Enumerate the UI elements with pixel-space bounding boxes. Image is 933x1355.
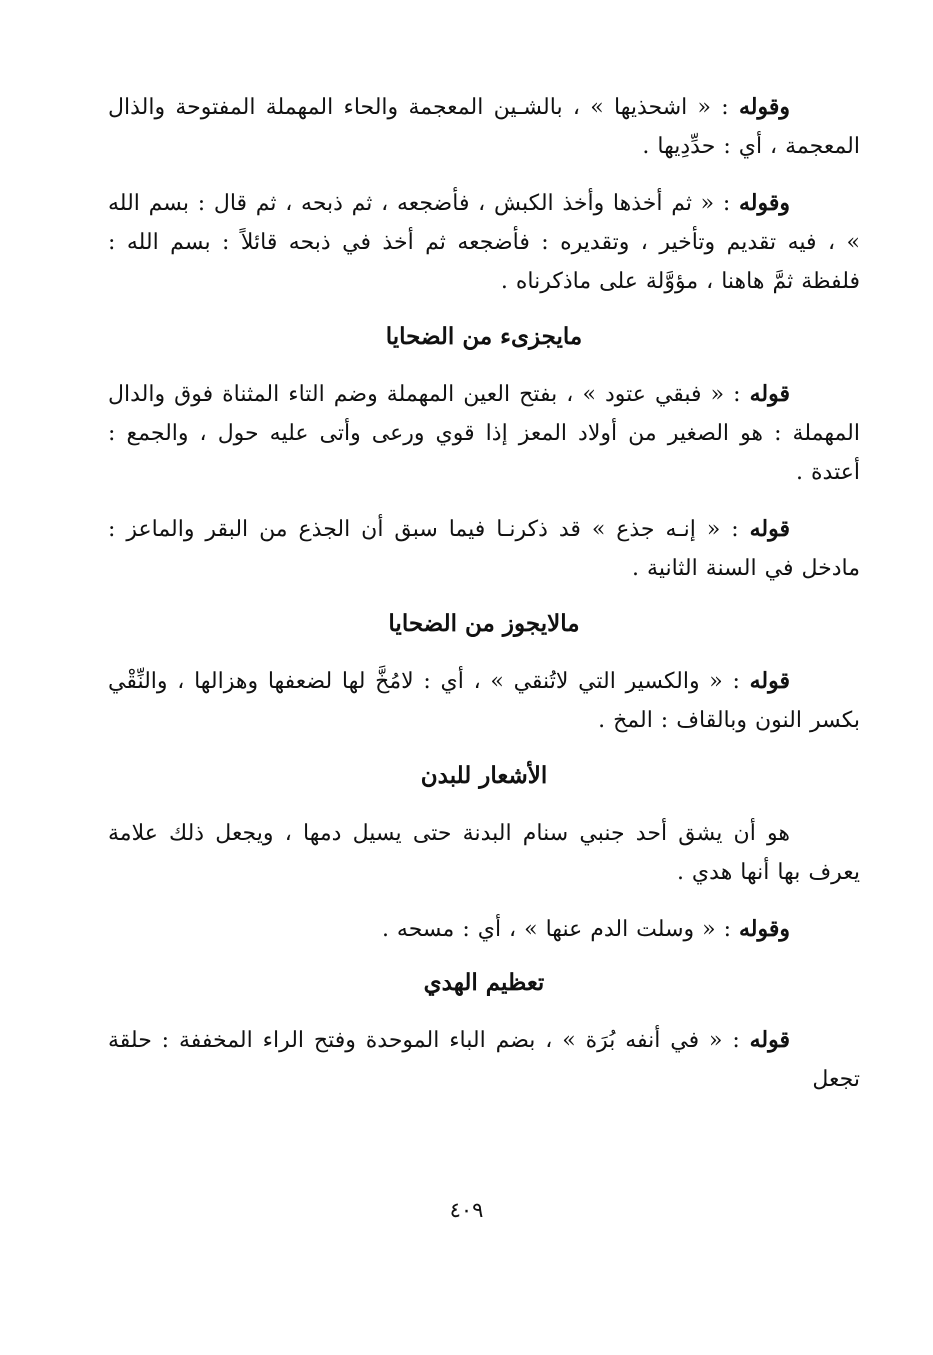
paragraph-text: : « اشحذيها » ، بالشـين المعجمة والحاء المهملة المفتوحة والذال المعجمة ، أي : حدِّدِيها . <box>108 95 860 159</box>
paragraph-keyword: وقوله <box>738 94 790 120</box>
paragraph-text: : « والكسير التي لاتُنقي » ، أي : لامُخَّ لها لضعفها وهزالها ، والنِّقْي بكسر النون وبالقاف : المخ . <box>108 669 860 733</box>
paragraph-salt-al-dam <box>108 910 860 949</box>
paragraph-kasir <box>108 662 860 740</box>
paragraph-keyword: قوله <box>749 668 790 694</box>
paragraph-text: : « فبقي عتود » ، بفتح العين المهملة وضم التاء المثناة فوق والدال المهملة : هو الصغير من أولاد المعز إذا قوي ورعى وأتى عليه حول ، والجمع : أعتدة . <box>108 382 860 485</box>
paragraph-text: هو أن يشق أحد جنبي سنام البدنة حتى يسيل دمها ، ويجعل ذلك علامة يعرف بها أنها هدي . <box>108 821 860 885</box>
page-number: ٤٠٩ <box>449 1198 484 1222</box>
section-heading-ma-yujzi: مايجزىء من الضحايا <box>385 323 583 350</box>
paragraph-ishaar-definition <box>108 814 860 892</box>
section-heading-ma-la-yajuz: مالايجوز من الضحايا <box>388 610 580 637</box>
paragraph-text: : « في أنفه بُرَة » ، بضم الباء الموحدة وفتح الراء المخففة : حلقة تجعل <box>108 1028 860 1092</box>
paragraph-keyword: قوله <box>749 516 790 542</box>
paragraph-keyword: وقوله <box>738 916 790 942</box>
paragraph-text: : « وسلت الدم عنها » ، أي : مسحه . <box>381 917 739 942</box>
page-body <box>108 88 860 1117</box>
paragraph-keyword: قوله <box>749 1027 790 1053</box>
paragraph-keyword: وقوله <box>738 190 790 216</box>
paragraph-text: : « إنـه جذع » قد ذكرنـا فيما سبق أن الجذع من البقر والماعز : مادخل في السنة الثانية . <box>108 517 860 581</box>
paragraph-bura <box>108 1021 860 1099</box>
paragraph-ishhadhiha <box>108 88 860 166</box>
section-heading-tazim-al-hady: تعظيم الهدي <box>423 969 545 996</box>
paragraph-jadha <box>108 510 860 588</box>
paragraph-kabsh <box>108 184 860 301</box>
paragraph-keyword: قوله <box>749 381 790 407</box>
paragraph-atud <box>108 375 860 492</box>
paragraph-text: : « ثم أخذها وأخذ الكبش ، فأضجعه ، ثم ذبحه ، ثم قال : بسم الله » ، فيه تقديم وتأخير ، وتقديره : فأضجعه ثم أخذ في ذبحه قائلاً : بسم الله : فلفظة ثمَّ هاهنا ، مؤوَّلة على ماذكرناه . <box>108 191 860 294</box>
section-heading-ishaar: الأشعار للبدن <box>420 762 548 789</box>
